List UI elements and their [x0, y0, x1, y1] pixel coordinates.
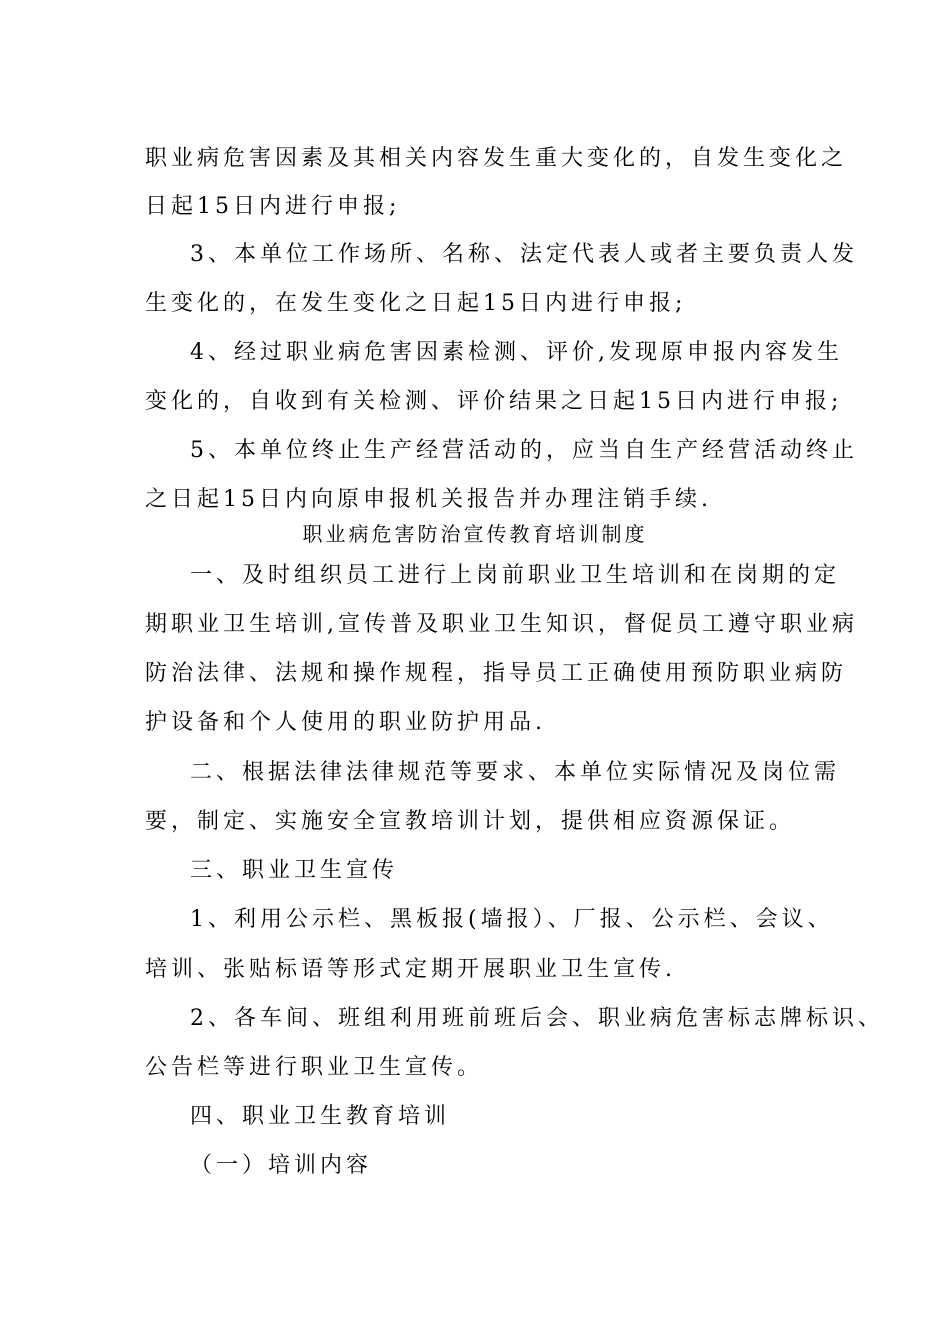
- paragraph-line: 期职业卫生培训,宣传普及职业卫生知识，督促员工遵守职业病: [145, 612, 858, 637]
- paragraph-line: 5、本单位终止生产经营活动的，应当自生产经营活动终止: [190, 438, 858, 463]
- paragraph-line: 培训、张贴标语等形式定期开展职业卫生宣传.: [145, 957, 676, 982]
- paragraph-line: 要，制定、实施安全宣教培训计划，提供相应资源保证。: [145, 809, 796, 834]
- paragraph-line: 防治法律、法规和操作规程，指导员工正确使用预防职业病防: [145, 661, 848, 686]
- paragraph-line: 变化的，自收到有关检测、评价结果之日起15日内进行申报;: [145, 389, 843, 414]
- paragraph-line: 之日起15日内向原申报机关报告并办理注销手续.: [145, 487, 712, 512]
- paragraph-line: 公告栏等进行职业卫生宣传。: [145, 1055, 484, 1080]
- paragraph-line: 生变化的，在发生变化之日起15日内进行申报;: [145, 291, 687, 316]
- paragraph-line: 一、及时组织员工进行上岗前职业卫生培训和在岗期的定: [190, 563, 841, 588]
- paragraph-line: 4、经过职业病危害因素检测、评价,发现原申报内容发生: [190, 340, 843, 365]
- paragraph-line: 二、根据法律法律规范等要求、本单位实际情况及岗位需: [190, 760, 841, 785]
- paragraph-line: 日起15日内进行申报;: [145, 194, 401, 219]
- paragraph-line: 三、职业卫生宣传: [190, 858, 399, 883]
- section-title: 职业病危害防治宣传教育培训制度: [302, 522, 648, 546]
- paragraph-line: （一）培训内容: [190, 1153, 373, 1178]
- paragraph-line: 1、利用公示栏、黑板报(墙报）、厂报、公示栏、会议、: [190, 907, 834, 932]
- paragraph-line: 2、各车间、班组利用班前班后会、职业病危害标志牌标识、: [190, 1006, 884, 1031]
- paragraph-line: 四、职业卫生教育培训: [190, 1104, 451, 1129]
- paragraph-line: 3、本单位工作场所、名称、法定代表人或者主要负责人发: [190, 242, 858, 267]
- paragraph-line: 护设备和个人使用的职业防护用品.: [145, 710, 546, 735]
- paragraph-line: 职业病危害因素及其相关内容发生重大变化的，自发生变化之: [145, 146, 848, 171]
